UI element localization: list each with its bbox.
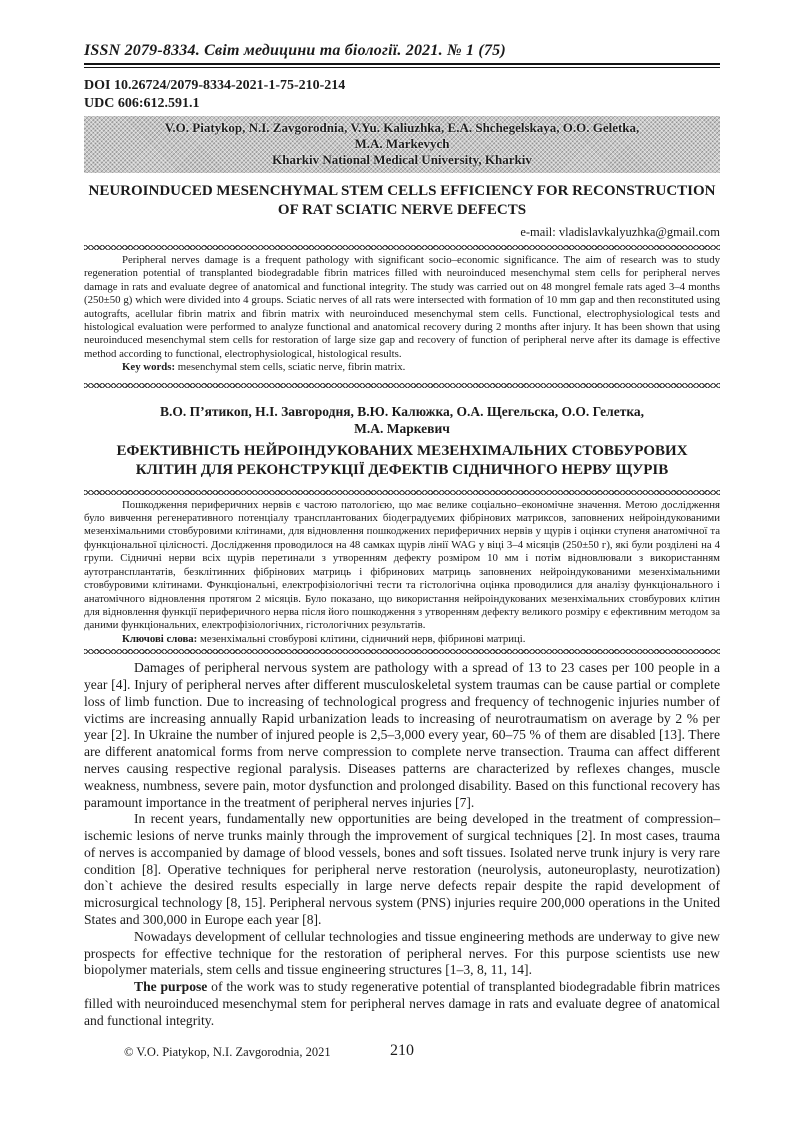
purpose-text: of the work was to study regenerative potential of transplanted biodegradable fibrin matrices filled with neuroinduced mesenchymal stem for peripheral nerves damage in rats and evaluate degree of anatomical and functional integrity. <box>84 979 720 1028</box>
body-paragraph: Nowadays development of cellular technologies and tissue engineering methods are underway to give new prospects for effective technique for the restoration of peripheral nerves. For this purpose scientists use new biopolymer materials, stem cells and tissue engineering structures [1–3, 8, 11, 14]. <box>84 928 720 978</box>
authors-ua <box>84 403 720 437</box>
zigzag-divider <box>84 490 720 495</box>
body-paragraph: Damages of peripheral nervous system are pathology with a spread of 13 to 23 cases per 100 people in a year [4]. Injury of peripheral nerves after different musculoskeletal system traumas can be cause partial or complete loss of limb function. Due to increasing of technological progress and frequency of technogenic injuries number of victims are increasing annually Rapid urbanization leads to increasing of neurotraumatism on average by 2 % per year [2]. In Ukraine the number of injured people is 2,5–3,000 every year, 60–75 % of them are disabled [13]. There are different anatomical forms from nerve compression to complete nerve transection. Trauma can affect different nerves causing respective regional paralysis. Diseases patterns are characterized by reflexes changes, muscle weakness, numbness, severe pain, motor dysfunction and prolonged disability. Based on this functional recovery has paramount importance in the treatment of peripheral nerves injuries [7]. <box>84 660 720 810</box>
copyright-note: © V.O. Piatykop, N.I. Zavgorodnia, 2021 <box>124 1044 331 1059</box>
body-paragraph-purpose <box>84 979 720 1029</box>
authors-en-line1: V.O. Piatykop, N.I. Zavgorodnia, V.Yu. Kaliuzhka, E.A. Shchegelskaya, O.O. Geletka, <box>164 120 640 135</box>
article-body <box>84 660 720 1030</box>
journal-header: ISSN 2079-8334. Світ медицини та біології. 2021. № 1 (75) <box>84 42 506 59</box>
article-title-ua-line1: ЕФЕКТИВНІСТЬ НЕЙРОІНДУКОВАНИХ МЕЗЕНХІМАЛЬНИХ СТОВБУРОВИХ <box>116 442 688 459</box>
keywords-en-label: Key words: <box>122 361 176 374</box>
page-footer <box>84 1042 720 1066</box>
doi-udc-block <box>84 77 720 112</box>
header-rule-divider <box>84 63 720 68</box>
authors-ua-line1: В.О. П’ятикоп, Н.І. Завгородня, В.Ю. Калюжка, О.А. Щегельска, О.О. Гелетка, <box>159 403 645 419</box>
zigzag-divider <box>84 245 720 250</box>
body-paragraph: In recent years, fundamentally new opportunities are being developed in the treatment of compression–ischemic lesions of nerve trunks mainly through the improvement of surgical techniques [2]. In most cases, trauma of nerves is accompanied by damage of blood vessels, bones and soft tissues. Isolated nerve trunk injury is very rare condition [8]. Operative techniques for peripheral nerve restoration (neurolysis, autoneuroplasty, neurotization) don`t achieve the desired results especially in large nerve defects repair despite the rapid development of microsurgical technology [8, 15]. Peripheral nervous system (PNS) injuries require 200,000 operations in the United States and 300,000 in Europe each year [8]. <box>84 811 720 928</box>
doi-line: DOI 10.26724/2079-8334-2021-1-75-210-214 <box>84 78 346 93</box>
email-line: e-mail: vladislavkalyuzhka@gmail.com <box>520 225 720 239</box>
article-title-en-line1: NEUROINDUCED MESENCHYMAL STEM CELLS EFFICIENCY FOR RECONSTRUCTION <box>88 183 716 199</box>
abstract-ua-text: Пошкодження периферичних нервів є частою патологією, що має велике соціально–економічне значення. Метою дослідження було вивчення регенеративного потенціалу трансплантованих біодеградуємих фібрінових матриксов, заповнених нейроіндукованими мезенхімальними стовбуровими клітинами, для відновлення пошкоджених периферичних нервів у щурів і оцінки ступеня анатомічної та функціональної цілісності. Дослідження проводилося на 48 самках щурів лінії WAG у віці 3–4 місяців (250±50 г), які були розділені на 4 групи. Сідничні нерви всіх щурів перетинали з утворенням дефекту розміром 10 мм і потім відновлювали з використанням аутотрансплантатів, безклітинних фібрінових матриць і фібринових матриць заповнених нейроіндукованими мезенхімальними стовбуровими клітинами. Функціональні, електрофізіологічні тести та гістологічна оцінка проводилися для аналізу функціонального і анатомічного відновлення протягом 2 місяців. Було показано, що використання нейроіндукованих мезенхімальних стовбурових клітин для відновлення функції периферичного нерва після його пошкодження з утворенням дефекту великого розміру є ефективним методом за даними функціональних, електрофізіологічних, гістологічних результатів. <box>84 498 720 632</box>
zigzag-divider <box>84 383 720 388</box>
abstract-en <box>84 254 720 375</box>
abstract-en-keywords <box>84 361 720 374</box>
zigzag-divider <box>84 649 720 654</box>
authors-en-line2: M.A. Markevych <box>354 136 450 151</box>
keywords-en-text: mesenchymal stem cells, sciatic nerve, fibrin matrix. <box>175 361 406 374</box>
keywords-ua-text: мезенхімальні стовбурові клітини, сідничний нерв, фібринові матриці. <box>197 632 526 645</box>
article-title-en-line2: OF RAT SCIATIC NERVE DEFECTS <box>277 201 527 218</box>
authors-ua-line2: М.А. Маркевич <box>354 420 450 436</box>
keywords-ua-label: Ключові слова: <box>122 632 198 645</box>
purpose-label: The purpose <box>134 979 208 995</box>
authors-band-en <box>84 116 720 173</box>
abstract-ua-keywords <box>84 633 720 646</box>
page-number: 210 <box>390 1041 414 1059</box>
udc-line: UDC 606:612.591.1 <box>84 95 200 111</box>
article-title-ua-line2: КЛІТИН ДЛЯ РЕКОНСТРУКЦІЇ ДЕФЕКТІВ СІДНИЧНОГО НЕРВУ ЩУРІВ <box>135 462 669 479</box>
abstract-ua <box>84 499 720 646</box>
affiliation-en: Kharkiv National Medical University, Kharkiv <box>272 152 532 167</box>
article-title-en <box>84 182 720 219</box>
abstract-en-text: Peripheral nerves damage is a frequent pathology with significant socio–economic significance. The aim of research was to study regeneration potential of transplanted biodegradable fibrin matrices filled with neuroinduced mesenchymal stem cells for peripheral nerves damage in rats and evaluate degree of anatomical and functional integrity. The study was carried out on 48 mongrel female rats aged 3–4 months (250±50 g) which were divided into 4 groups. Sciatic nerves of all rats were intersected with formation of 10 mm gap and then reconstituted using autografts, acellular fibrin matrix and fibrin matrix with neuroinduced mesenchymal stem cells. Functional, electrophysiological tests and histological evaluation were performed to analyze functional and anatomical recovery during 2 months after injury. It has been shown that using neuroinduced mesenchymal stem cells for restoration of large size gap and recovery of function of peripheral nerve after its damage is effective method according to functional, electrophysiological, histological results. <box>84 254 720 360</box>
article-title-ua <box>84 442 720 481</box>
